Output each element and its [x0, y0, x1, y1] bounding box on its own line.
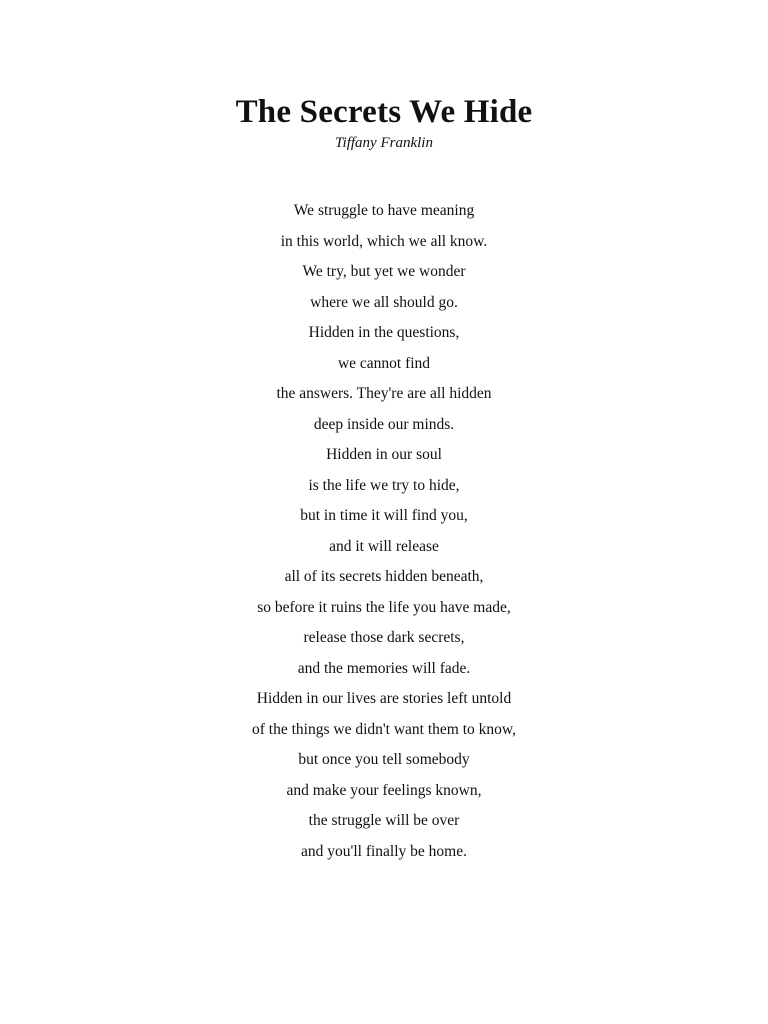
poem-author: Tiffany Franklin: [335, 135, 433, 151]
poem-line: We struggle to have meaning: [293, 202, 475, 219]
poem-line: in this world, which we all know.: [280, 232, 488, 250]
poem-line: Hidden in the questions,: [308, 324, 460, 341]
poem-line: and it will release: [329, 537, 439, 555]
poem-line: is the life we try to hide,: [308, 476, 460, 494]
poem-line: release those dark secrets,: [303, 629, 465, 646]
poem-line: and make your feelings known,: [286, 781, 482, 799]
poem-line: and the memories will fade.: [297, 659, 471, 677]
poem-line: where we all should go.: [310, 293, 458, 311]
poem-line: the struggle will be over: [308, 812, 460, 829]
poem-line: we cannot find: [337, 354, 431, 372]
poem-line: but in time it will find you,: [300, 507, 468, 524]
poem-line: so before it ruins the life you have made,: [257, 598, 511, 616]
poem-line: deep inside our minds.: [313, 415, 455, 433]
poem-line: all of its secrets hidden beneath,: [284, 568, 484, 585]
poem-line: of the things we didn't want them to know,: [252, 720, 516, 738]
poem-line: Hidden in our soul: [326, 446, 442, 463]
poem-line: but once you tell somebody: [298, 751, 470, 768]
poem-line: the answers. They're are all hidden: [276, 385, 492, 402]
poem-title: The Secrets We Hide: [235, 94, 533, 130]
poem-line: We try, but yet we wonder: [302, 263, 466, 280]
poem-line: and you'll finally be home.: [301, 842, 467, 860]
poem-line: Hidden in our lives are stories left untold: [256, 690, 512, 707]
poem-body: [0, 196, 768, 867]
